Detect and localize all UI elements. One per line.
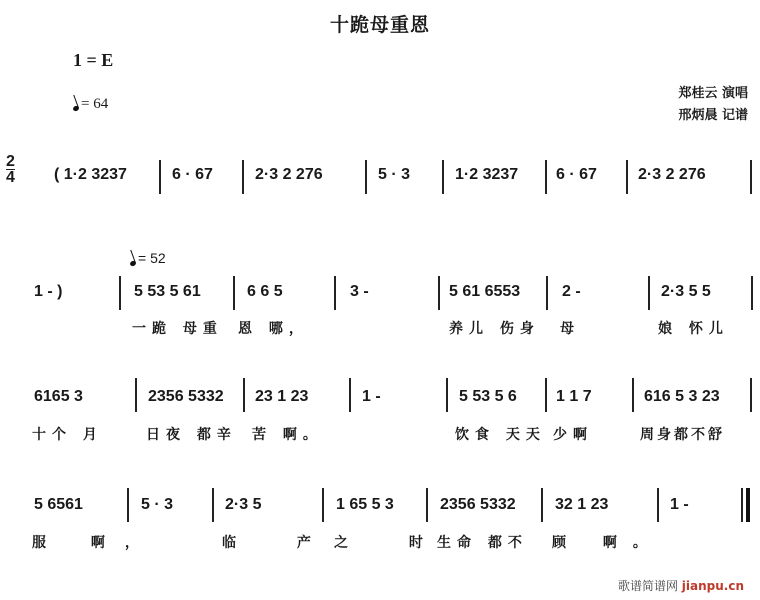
- transcriber: 邢炳晨 记谱: [678, 108, 748, 123]
- measure-notes: 5 53 5 6: [459, 388, 517, 405]
- lyrics: 临 产: [222, 535, 339, 551]
- barline: [446, 378, 448, 412]
- song-title: 十跪母重恩: [329, 14, 430, 36]
- barline: [442, 160, 444, 194]
- barline: [741, 488, 743, 522]
- lyrics: 一跪 母重: [132, 321, 223, 337]
- barline: [626, 160, 628, 194]
- barline: [438, 276, 440, 310]
- quarter-note-icon: [129, 260, 136, 267]
- barline: [545, 160, 547, 194]
- measure-notes: 6165 3: [34, 388, 83, 405]
- measure-notes: 5 53 5 61: [134, 283, 201, 300]
- measure-notes: 1 - ): [34, 283, 63, 300]
- barline: [135, 378, 137, 412]
- lyrics: 少啊: [553, 427, 593, 443]
- watermark-url: jianpu.cn: [681, 579, 744, 593]
- time-sig-bottom: 4: [6, 169, 15, 186]
- lyrics: 娘 怀儿: [658, 321, 729, 337]
- lyrics: 养儿 伤身: [449, 321, 540, 337]
- measure-notes: 1 -: [670, 496, 689, 513]
- final-barline: [746, 488, 750, 522]
- tempo-value: = 64: [81, 96, 109, 112]
- measure-notes: 32 1 23: [555, 496, 609, 513]
- barline: [212, 488, 214, 522]
- measure-notes: 2·3 2 276: [255, 166, 323, 183]
- barline: [750, 378, 752, 412]
- tempo-change: [130, 250, 166, 266]
- measure-notes: 6 · 67: [556, 166, 597, 183]
- barline: [159, 160, 161, 194]
- measure-notes: 2·3 5: [225, 496, 262, 513]
- barline: [349, 378, 351, 412]
- lyrics: 十个 月: [32, 427, 103, 443]
- time-signature: [6, 154, 15, 185]
- measure-notes: 2356 5332: [440, 496, 516, 513]
- watermark-text: 歌谱简谱网: [617, 579, 678, 593]
- barline: [243, 378, 245, 412]
- lyrics: 饮食 天天: [455, 427, 546, 443]
- lyrics: 苦 啊。: [252, 427, 323, 443]
- measure-notes: 2·3 5 5: [661, 283, 711, 300]
- barline: [127, 488, 129, 522]
- barline: [751, 276, 753, 310]
- barline: [541, 488, 543, 522]
- barline: [365, 160, 367, 194]
- lyrics: 恩 哪，: [238, 321, 309, 337]
- lyrics: 日夜 都辛: [146, 427, 237, 443]
- quarter-note-icon: [72, 105, 79, 112]
- barline: [657, 488, 659, 522]
- measure-notes: 1·2 3237: [455, 166, 519, 183]
- measure-notes: 5 · 3: [378, 166, 411, 183]
- measure-notes: 5 61 6553: [449, 283, 521, 300]
- barline: [334, 276, 336, 310]
- measure-notes: 3 -: [350, 283, 369, 300]
- credits: [678, 83, 748, 127]
- barline: [750, 160, 752, 194]
- measure-notes: 23 1 23: [255, 388, 309, 405]
- lyrics: 母: [560, 321, 580, 337]
- measure-notes: 1 65 5 3: [336, 496, 394, 513]
- barline: [233, 276, 235, 310]
- watermark: [618, 577, 744, 594]
- measure-notes: 2356 5332: [148, 388, 224, 405]
- lyrics: 之 时: [334, 535, 451, 551]
- barline: [242, 160, 244, 194]
- measure-notes: 2·3 2 276: [638, 166, 706, 183]
- measure-notes: 6 · 67: [172, 166, 213, 183]
- measure-notes: 5 · 3: [141, 496, 174, 513]
- lyrics: 生命 都不: [437, 535, 528, 551]
- measure-notes: 1 -: [362, 388, 381, 405]
- key-signature: 1 = E: [73, 50, 114, 70]
- barline: [426, 488, 428, 522]
- tempo-marking: [73, 96, 108, 113]
- barline: [632, 378, 634, 412]
- barline: [545, 378, 547, 412]
- lyrics: 周身都不舒: [640, 427, 725, 443]
- tempo-change-value: = 52: [138, 250, 166, 266]
- lyrics: 顾 啊。: [552, 535, 663, 551]
- barline: [322, 488, 324, 522]
- measure-notes: 5 6561: [34, 496, 83, 513]
- time-sig-top: 2: [6, 153, 15, 170]
- lyrics: 服 啊，: [32, 535, 159, 551]
- barline: [648, 276, 650, 310]
- barline: [119, 276, 121, 310]
- measure-notes: 616 5 3 23: [644, 388, 720, 405]
- barline: [546, 276, 548, 310]
- measure-notes: 1 1 7: [556, 388, 592, 405]
- measure-notes: ( 1·2 3237: [54, 166, 127, 183]
- performer: 郑桂云 演唱: [678, 86, 748, 101]
- measure-notes: 6 6 5: [247, 283, 283, 300]
- measure-notes: 2 -: [562, 283, 581, 300]
